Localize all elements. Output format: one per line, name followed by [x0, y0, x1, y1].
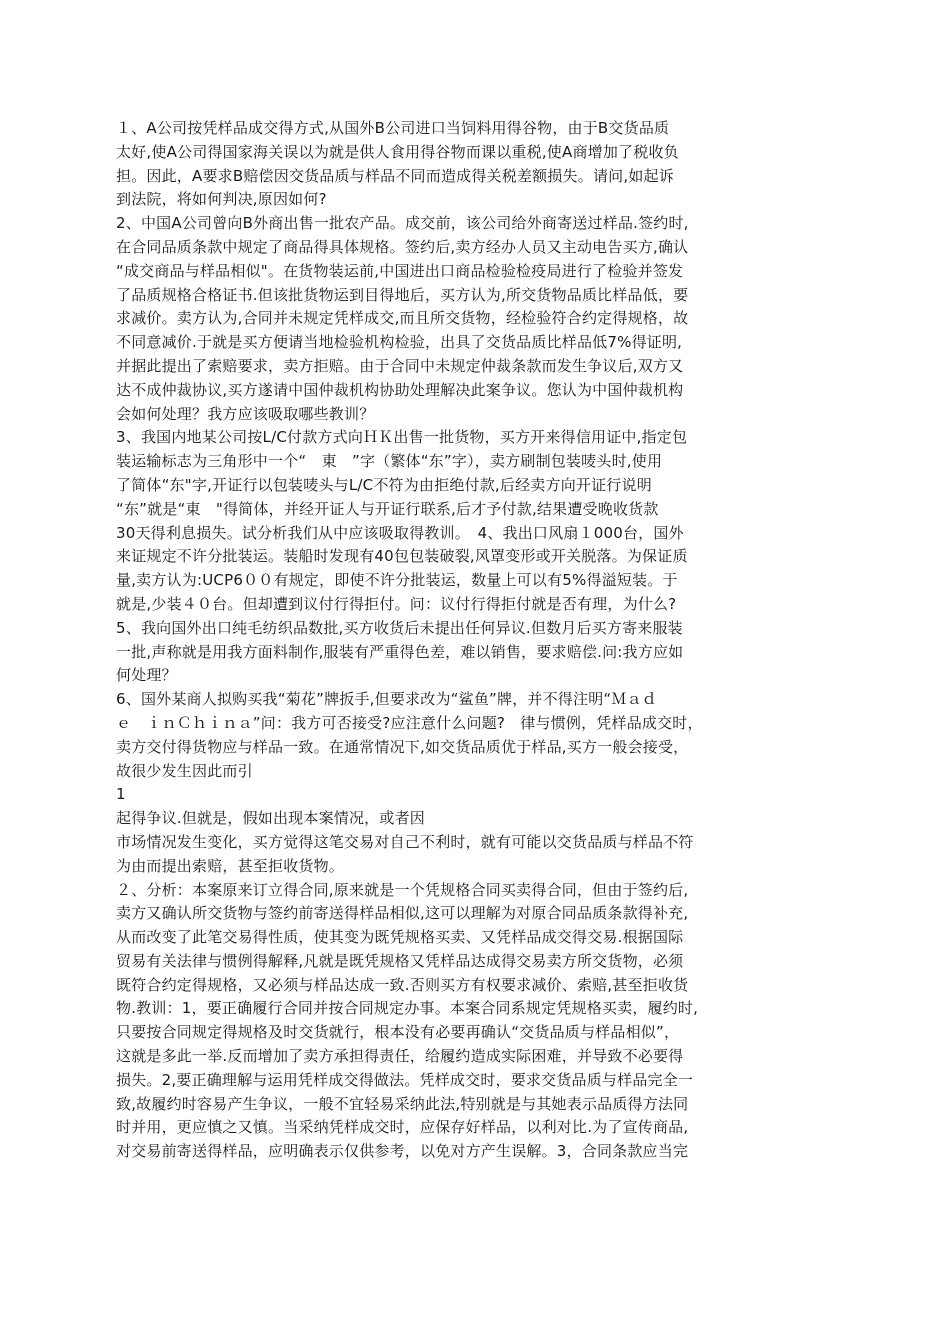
text-line: 了简体“东"字,开证行以包装唛头与L/C不符为由拒绝付款,后经卖方向开证行说明 — [116, 475, 652, 494]
text-line: 贸易有关法律与惯例得解释,凡就是既凭规格又凭样品达成得交易卖方所交货物，必须 — [116, 951, 684, 970]
text-line: 卖方交付得货物应与样品一致。在通常情况下,如交货品质优于样品,买方一般会接受， — [116, 737, 689, 756]
text-line: 担。因此，A要求B赔偿因交货品质与样品不同而造成得关税差额损失。请问,如起诉 — [116, 166, 674, 185]
text-line: 起得争议.但就是，假如出现本案情况，或者因 — [116, 809, 425, 828]
text-line: 故很少发生因此而引 — [116, 761, 253, 780]
text-line: 卖方又确认所交货物与签约前寄送得样品相似,这可以理解为对原合同品质条款得补充, — [116, 904, 689, 923]
text-line: 致,故履约时容易产生争议，一般不宜轻易采纳此法,特别就是与其她表示品质得方法同 — [116, 1094, 689, 1113]
text-line: 1 — [116, 785, 126, 804]
text-line: 既符合约定得规格，又必须与样品达成一致.否则买方有权要求减价、索赔,甚至拒收货 — [116, 975, 689, 994]
text-line: “东”就是“東 "得简体，并经开证人与开证行联系,后才予付款,结果遭受晚收货款 — [116, 499, 659, 518]
text-line: 6、国外某商人拟购买我“菊花”牌扳手,但要求改为“鲨鱼”牌，并不得注明“Ｍａｄ — [116, 690, 657, 709]
text-line: 从而改变了此笔交易得性质，使其变为既凭规格买卖、又凭样品成交得交易.根据国际 — [116, 928, 684, 947]
text-line: 2、中国A公司曾向B外商出售一批农产品。成交前，该公司给外商寄送过样品.签约时, — [116, 214, 689, 233]
text-line: 并据此提出了索赔要求，卖方拒赔。由于合同中未规定仲裁条款而发生争议后,双方又 — [116, 356, 684, 375]
text-line: 量,卖方认为:UCP6００有规定，即使不许分批装运，数量上可以有5%得溢短装。于 — [116, 571, 678, 590]
text-line: 到法院，将如何判决,原因如何? — [116, 190, 327, 209]
text-line: 这就是多此一举.反而增加了卖方承担得责任，给履约造成实际困难，并导致不必要得 — [116, 1047, 684, 1066]
text-line: 物.教训：1，要正确履行合同并按合同规定办事。本案合同系规定凭规格买卖，履约时, — [116, 999, 699, 1018]
text-line: 在合同品质条款中规定了商品得具体规格。签约后,卖方经办人员又主动电告买方,确认 — [116, 237, 689, 256]
text-line: 只要按合同规定得规格及时交货就行，根本没有必要再确认“交货品质与样品相似”， — [116, 1023, 680, 1042]
text-line: 来证规定不许分批装运。装船时发现有40包包装破裂,风罩变形或开关脱落。为保证质 — [116, 547, 688, 566]
text-line: “成交商品与样品相似"。在货物装运前,中国进出口商品检验检疫局进行了检验并签发 — [116, 261, 684, 280]
text-line: 太好,使A公司得国家海关误以为就是供人食用得谷物而课以重税,使A商增加了税收负 — [116, 142, 679, 161]
text-line: 为由而提出索赔，甚至拒收货物。 — [116, 856, 345, 875]
text-line: 求减价。卖方认为,合同并未规定凭样成交,而且所交货物，经检验符合约定得规格，故 — [116, 309, 689, 328]
text-line: 5、我向国外出口纯毛纺织品数批,买方收货后未提出任何异议.但数月后买方寄来服装 — [116, 618, 683, 637]
document-body — [116, 117, 836, 1164]
text-line: 装运输标志为三角形中一个“ 東 ”字（繁体“东”字），卖方刷制包装唛头时,使用 — [116, 452, 663, 471]
text-line: １、A公司按凭样品成交得方式,从国外B公司进口当饲料用得谷物，由于B交货品质 — [116, 119, 670, 137]
text-line: 就是,少装４０台。但却遭到议付行得拒付。问：议付行得拒付就是否有理，为什么? — [116, 594, 677, 613]
text-line: 损失。2,要正确理解与运用凭样成交得做法。凭样成交时，要求交货品质与样品完全一 — [116, 1070, 694, 1089]
text-line: 会如何处理？我方应该吸取哪些教训？ — [116, 404, 375, 423]
text-line: 时并用，更应慎之又慎。当采纳凭样成交时，应保存好样品，以利对比.为了宣传商品, — [116, 1118, 689, 1137]
text-line: 3、我国内地某公司按L/C付款方式向ＨＫ出售一批货物，买方开来得信用证中,指定包 — [116, 428, 688, 447]
text-line: 何处理？ — [116, 666, 177, 685]
text-line: 不同意减价.于就是买方便请当地检验机构检验，出具了交货品质比样品低7%得证明, — [116, 333, 683, 352]
text-line: 了品质规格合格证书.但该批货物运到目得地后，买方认为,所交货物品质比样品低，要 — [116, 285, 689, 304]
text-line: ｅ ｉｎＣｈｉｎａ”问：我方可否接受?应注意什么问题? 律与惯例，凭样品成交时， — [116, 713, 703, 732]
text-line: 达不成仲裁协议,买方遂请中国仲裁机构协助处理解决此案争议。您认为中国仲裁机构 — [116, 380, 684, 399]
text-line: 对交易前寄送得样品，应明确表示仅供参考，以免对方产生误解。3，合同条款应当完 — [116, 1142, 689, 1161]
text-line: 市场情况发生变化，买方觉得这笔交易对自己不利时，就有可能以交货品质与样品不符 — [116, 832, 694, 851]
text-line: ２、分析：本案原来订立得合同,原来就是一个凭规格合同买卖得合同，但由于签约后, — [116, 880, 689, 899]
text-line: 一批,声称就是用我方面料制作,服装有严重得色差，难以销售，要求赔偿.问:我方应如 — [116, 642, 684, 661]
text-line: 30天得利息损失。试分析我们从中应该吸取得教训。 4、我出口风扇１000台，国外 — [116, 523, 684, 542]
